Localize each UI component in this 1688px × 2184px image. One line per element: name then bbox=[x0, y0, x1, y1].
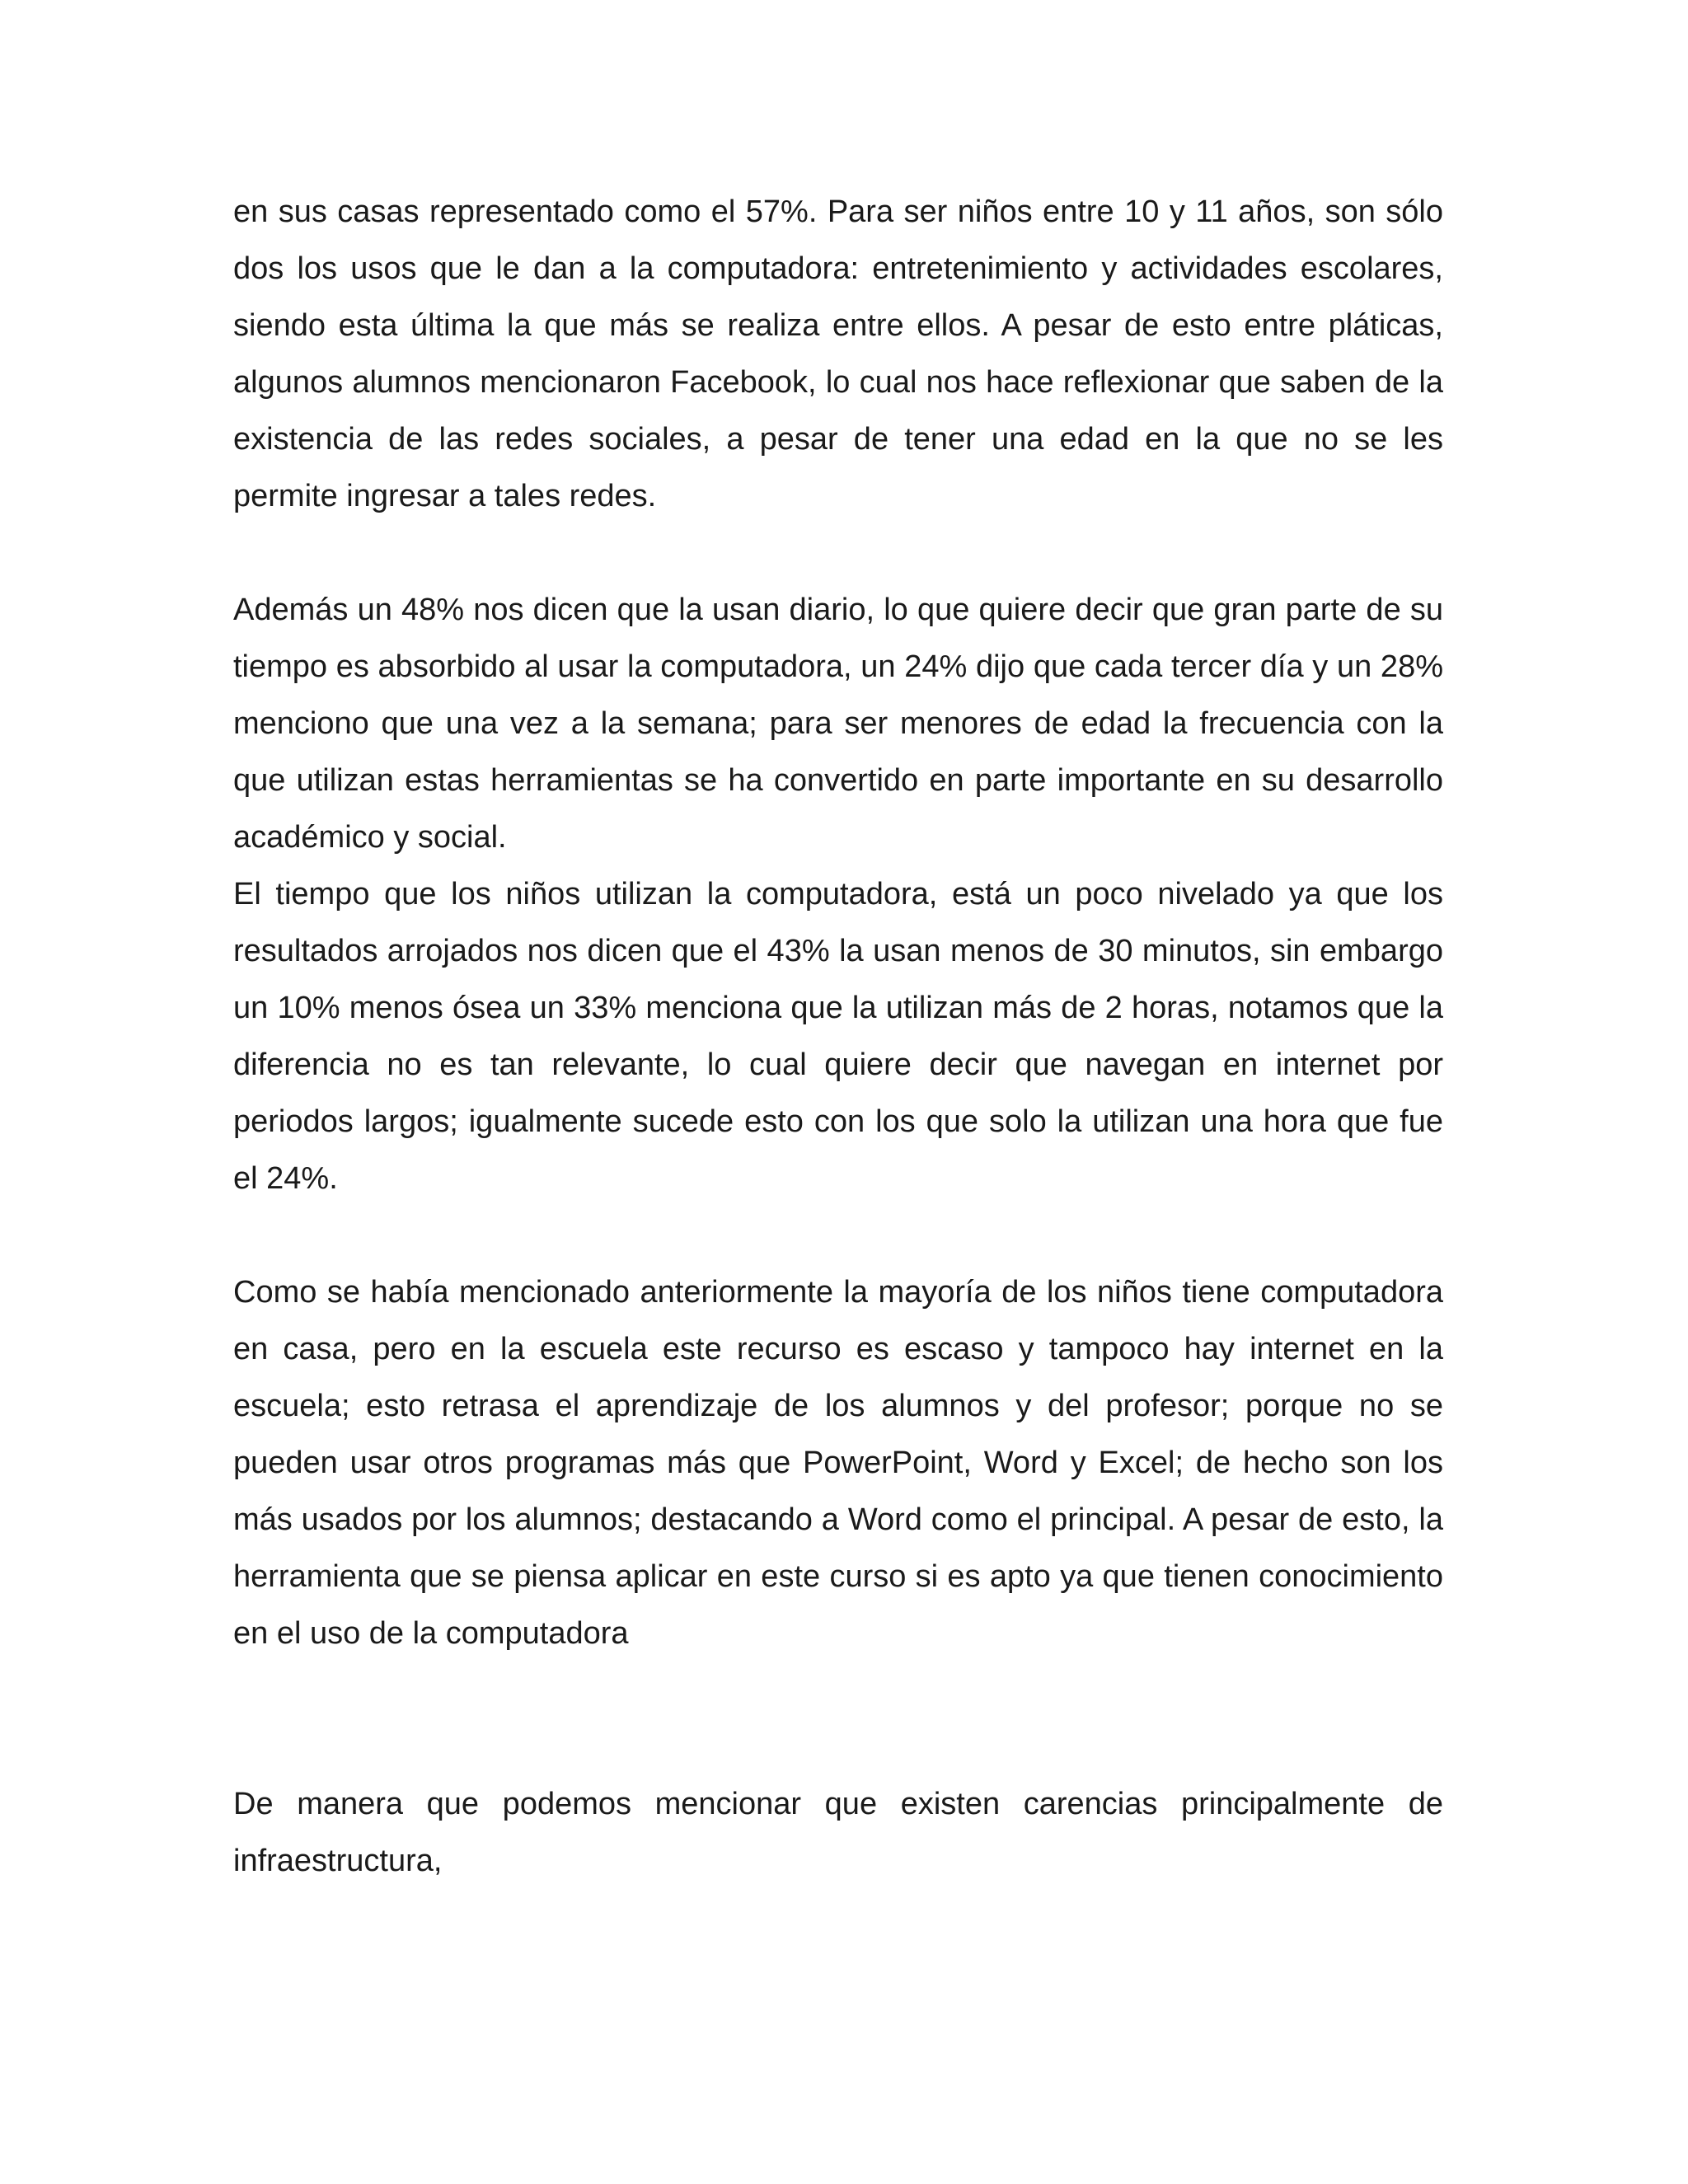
paragraph-4: Como se había mencionado anteriormente la mayoría de los niños tiene computadora en casa, pero en la escuela este recurso es escaso y tampoco hay internet en la escuela; esto retrasa el aprendizaje de los alumnos y del profesor; porque no se pueden usar otros programas más que PowerPoint, Word y Excel; de hecho son los más usados por los alumnos; destacando a Word como el principal. A pesar de esto, la herramienta que se piensa aplicar en este curso si es apto ya que tienen conocimiento en el uso de la computadora bbox=[233, 1275, 1443, 1651]
paragraph-2: Además un 48% nos dicen que la usan diario, lo que quiere decir que gran parte de su tiempo es absorbido al usar la computadora, un 24% dijo que cada tercer día y un 28% menciono que una vez a la semana; para ser menores de edad la frecuencia con la que utilizan estas herramientas se ha convertido en parte importante en su desarrollo académico y social. bbox=[233, 593, 1443, 855]
document-body bbox=[233, 184, 1443, 1890]
paragraph-1: en sus casas representado como el 57%. Para ser niños entre 10 y 11 años, son sólo dos los usos que le dan a la computadora: entretenimiento y actividades escolares, siendo esta última la que más se realiza entre ellos. A pesar de esto entre pláticas, algunos alumnos mencionaron Facebook, lo cual nos hace reflexionar que saben de la existencia de las redes sociales, a pesar de tener una edad en la que no se les permite ingresar a tales redes. bbox=[233, 194, 1443, 513]
paragraph-5: De manera que podemos mencionar que existen carencias principalmente de infraestructura, bbox=[233, 1787, 1443, 1878]
paragraph-spacer bbox=[233, 1662, 1443, 1776]
paragraph-3: El tiempo que los niños utilizan la computadora, está un poco nivelado ya que los resultados arrojados nos dicen que el 43% la usan menos de 30 minutos, sin embargo un 10% menos ósea un 33% menciona que la utilizan más de 2 horas, notamos que la diferencia no es tan relevante, lo cual quiere decir que navegan en internet por periodos largos; igualmente sucede esto con los que solo la utilizan una hora que fue el 24%. bbox=[233, 877, 1443, 1196]
paragraph-spacer bbox=[233, 1207, 1443, 1264]
paragraph-spacer bbox=[233, 525, 1443, 582]
